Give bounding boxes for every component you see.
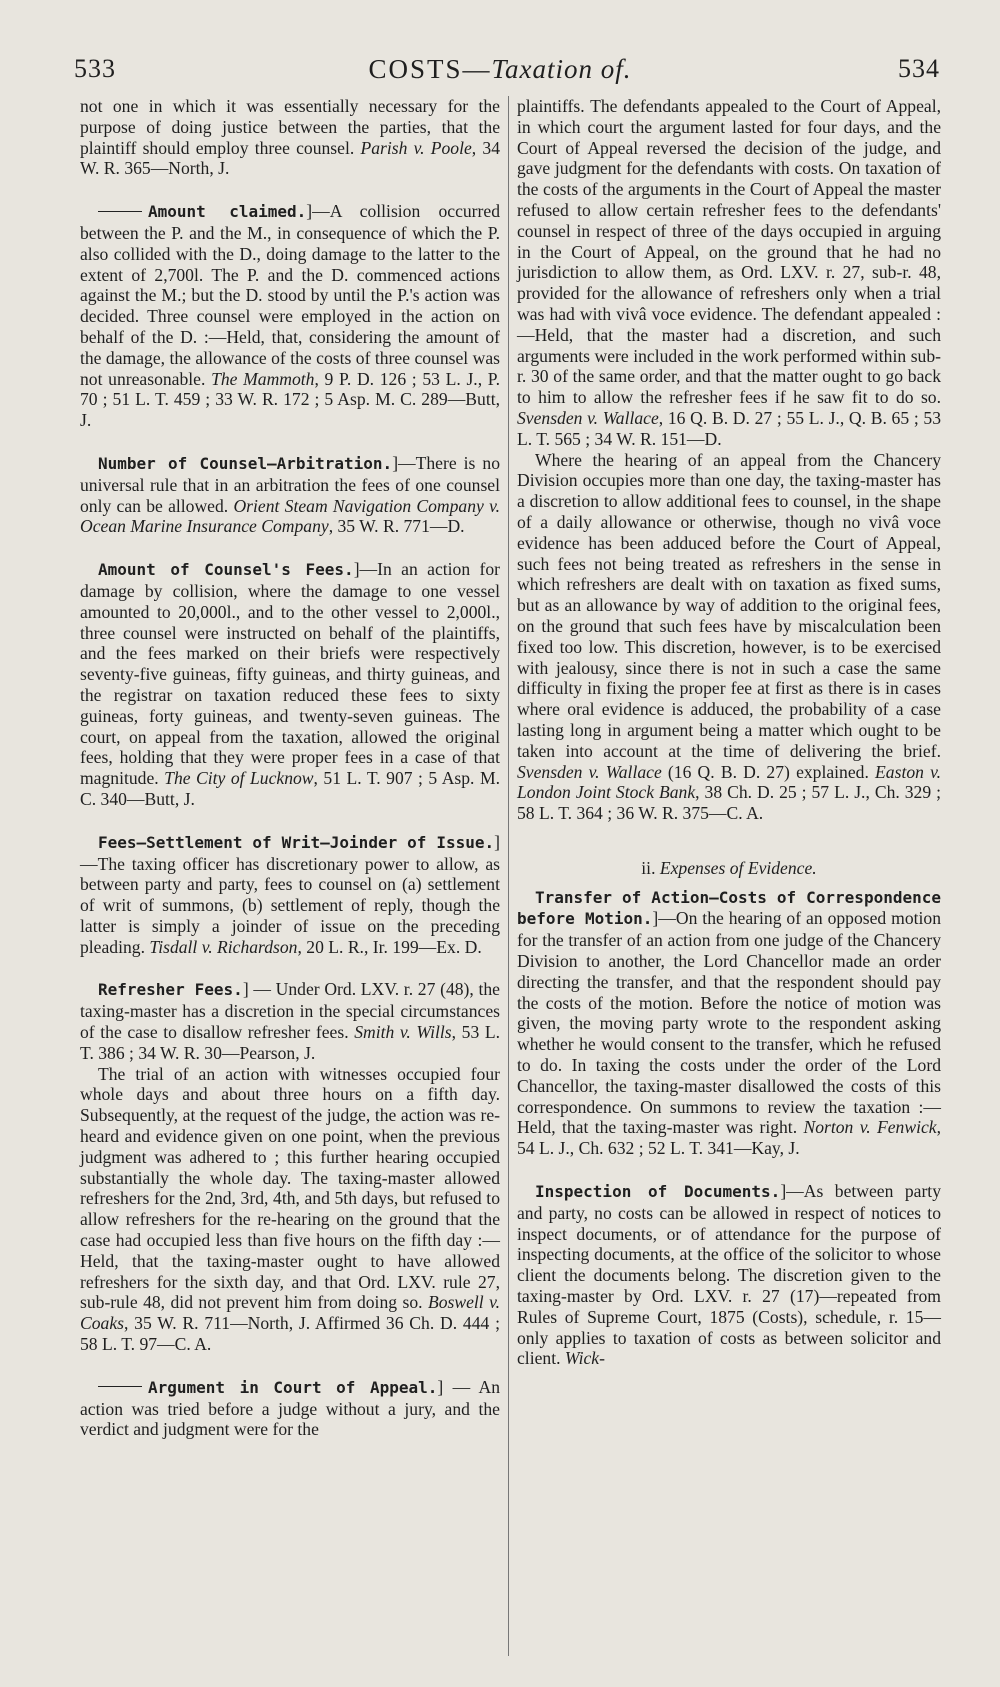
citation: , 54 L. J., Ch. 632 ; 52 L. T. 341—Kay, J. xyxy=(517,1117,941,1159)
entry-text: ] —The taxing officer has discretionary power to allow, as between party and party, fees to counsel on (a) settlement of writ of summons, (b) settlement of reply, though the latter is simply a joinder of issue on the preceding pleading. xyxy=(80,831,500,957)
entry-heading: Amount of Counsel's Fees. xyxy=(98,560,354,580)
entry-argument-court-of-appeal xyxy=(80,1377,500,1440)
case-name: Norton v. Fenwick xyxy=(803,1117,937,1138)
entry-heading: Transfer of Action—Costs of Correspondence before Motion. xyxy=(517,887,941,929)
citation: , 51 L. T. 907 ; 5 Asp. M. C. 340—Butt, J. xyxy=(80,768,500,809)
text: not one in which it was essentially necessary for the purpose of doing justice between the parties, that the plaintiff should employ three counsel. xyxy=(80,96,500,158)
citation: , 9 P. D. 126 ; 53 L. J., P. 70 ; 51 L. T. 459 ; 33 W. R. 172 ; 5 Asp. M. C. 289—Butt, J. xyxy=(80,368,501,431)
entry-inspection-of-documents xyxy=(517,1181,941,1369)
left-column xyxy=(80,96,500,1440)
entry-text: ] — An action was tried before a judge without a jury, and the verdict and judgment were for the xyxy=(80,1376,501,1440)
section-heading xyxy=(517,858,941,879)
running-header xyxy=(0,50,1000,90)
right-column xyxy=(517,96,941,1369)
entry-text: ]—In an action for damage by collision, where the damage to one vessel amounted to 20,000l., and to the other vessel to 2,000l., three counsel were instructed on behalf of the plaintiffs, and the fees marked on their briefs were respectively seventy-five guineas, fifty guineas, and thirty guineas, and the registrar on taxation reduced these fees to sixty guineas, forty guineas, and twenty-seven guineas. The court, on appeal from the taxation, allowed the original fees, holding that they were proper fees in a case of that magnitude. xyxy=(80,559,500,789)
column-divider xyxy=(508,96,509,1656)
section-number: ii. xyxy=(641,857,660,878)
case-name: Tisdall v. Richardson xyxy=(149,936,298,957)
citation: , 16 Q. B. D. 27 ; 55 L. J., Q. B. 65 ; 53 L. T. 565 ; 34 W. R. 151—D. xyxy=(517,407,941,449)
entry-heading: Refresher Fees. xyxy=(98,980,243,1000)
entry-amount-of-fees xyxy=(80,559,500,810)
citation: , 53 L. T. 386 ; 34 W. R. 30—Pearson, J. xyxy=(80,1022,500,1063)
title-main: COSTS— xyxy=(368,54,492,84)
entry-amount-claimed xyxy=(80,201,500,431)
entry-refresher-fees-2 xyxy=(80,1064,500,1355)
continued-case-name: Wick- xyxy=(564,1348,605,1369)
citation: , 35 W. R. 771—D. xyxy=(328,516,465,537)
entry-text: ] — Under Ord. LXV. r. 27 (48), the taxing-master has a discretion in the special circumstances of the case to disallow refresher fees. xyxy=(80,979,500,1043)
entry-number-of-counsel xyxy=(80,453,500,537)
running-title xyxy=(0,54,1000,85)
em-rule xyxy=(98,211,142,212)
section-title: Expenses of Evidence. xyxy=(659,857,817,878)
entry-heading: Argument in Court of Appeal. xyxy=(148,1377,438,1397)
text: plaintiffs. The defendants appealed to the Court of Appeal, in which court the argument lasted for four days, and the Court of Appeal reversed the decision of the judge, and gave judgment for the defendants with costs. On taxation of the costs of the arguments in the Court of Appeal the master refused to allow certain refresher fees to the defendants' counsel in respect of three of the days occupied in arguing in the Court of Appeal, on the ground that he had no jurisdiction to allow them, as Ord. LXV. r. 27, sub-r. 48, provided for the allowance of refreshers only when a trial was had with vivâ voce evidence. The defendant appealed :—Held, that the master had a discretion, and such arguments were included in the work performed within sub-r. 30 of the same order, and that the matter ought to go back to him to allow the refresher fees if he saw fit to do so. xyxy=(517,96,941,408)
text: Where the hearing of an appeal from the Chancery Division occupies more than one day, the taxing-master has a discretion to allow additional fees to counsel, in the shape of a daily allowance or otherwise, though no vivâ voce evidence has been adduced before the Court of Appeal, such fees not being treated as refreshers in the sense in which refreshers are dealt with on taxation as fixed sums, but as an allowance by way of addition to the original fees, on the ground that such fees have by miscalculation been fixed too low. This discretion, however, is to be exercised with jealousy, since there is not in such a case the same difficulty in fixing the proper fee at first as there is in cases where oral evidence is adduced, the probability of a case lasting long in argument being a matter which ought to be taken into account at the time of delivering the brief. xyxy=(517,449,941,761)
entry-heading: Number of Counsel—Arbitration. xyxy=(98,453,393,473)
entry-text: ]—A collision occurred between the P. and the M., in consequence of which the P. also collided with the D., doing damage to the latter to the extent of 2,700l. The P. and the D. commenced actions against the M.; but the D. stood by until the P.'s action was decided. Three counsel were employed in the action on behalf of the D. :—Held, that, considering the amount of the damage, the allowance of the costs of three counsel was not unreasonable. xyxy=(80,201,500,389)
case-name: Svensden v. Wallace xyxy=(517,407,659,428)
case-name: The City of Lucknow xyxy=(164,768,314,789)
entry-heading: Amount claimed. xyxy=(148,202,307,222)
left-page-number: 533 xyxy=(74,54,116,83)
entry-text: ]—On the hearing of an opposed motion for the transfer of an action from one judge of the Chancery Division to another, the Lord Chancellor made an order directing the transfer, and that the respondent should pay the costs of the motion. Before the notice of motion was given, the moving party wrote to the respondent asking whether he would consent to the transfer, which he refused to do. In taxing the costs under the order of the Lord Chancellor, the taxing-master disallowed the costs of this correspondence. On summons to review the taxation :—Held, that the taxing-master was right. xyxy=(517,908,941,1138)
entry-text: ]—There is no universal rule that in an arbitration the fees of one counsel only can be allowed. xyxy=(80,452,500,516)
title-italic: Taxation of. xyxy=(491,54,632,84)
case-name: The Mammoth xyxy=(211,368,315,389)
case-name: Boswell v. Coaks xyxy=(80,1292,500,1334)
entry-settlement-of-writ xyxy=(80,832,500,958)
case-name: Smith v. Wills xyxy=(354,1022,452,1043)
case-name: Easton v. London Joint Stock Bank xyxy=(517,761,941,803)
citation: , 38 Ch. D. 25 ; 57 L. J., Ch. 329 ; 58 L. T. 364 ; 36 W. R. 375—C. A. xyxy=(517,782,941,824)
right-page-number: 534 xyxy=(898,54,940,83)
entry-refresher-fees xyxy=(80,979,500,1063)
right-paragraph-1 xyxy=(517,450,941,824)
case-name: Orient Steam Navigation Company v. Ocean Marine Insurance Company xyxy=(80,495,500,537)
left-paragraph-0 xyxy=(80,96,500,179)
entry-transfer-of-action xyxy=(517,887,941,1159)
entry-heading: Inspection of Documents. xyxy=(535,1182,781,1202)
entry-text: The trial of an action with witnesses occupied four whole days and about three hours on a fifth day. Subsequently, at the request of the judge, the action was re-heard and evidence given on one point, when the previous judgment was adhered to ; this further hearing occupied substantially the whole day. The taxing-master allowed refreshers for the 2nd, 3rd, 4th, and 5th days, but refused to allow refreshers for the re-hearing on the ground that the case had occupied less than five hours on the fifth day :—Held, that the taxing-master ought to have allowed refreshers for the sixth day, and that Ord. LXV. rule 27, sub-rule 48, did not prevent him from doing so. xyxy=(80,1063,500,1313)
case-name: Svensden v. Wallace xyxy=(517,761,662,782)
em-rule xyxy=(98,1386,142,1387)
citation: , 20 L. R., Ir. 199—Ex. D. xyxy=(297,936,482,957)
right-paragraph-0 xyxy=(517,96,941,450)
case-name: Parish v. Poole xyxy=(360,137,472,158)
entry-heading: Fees—Settlement of Writ—Joinder of Issue. xyxy=(98,832,495,852)
text: (16 Q. B. D. 27) explained. xyxy=(661,761,876,782)
entry-text: ]—As between party and party, no costs can be allowed in respect of notices to inspect documents, or of attendance for the purpose of inspecting documents, at the office of the solicitor to whose client the documents belong. The discretion given to the taxing-master by Ord. LXV. r. 27 (17)—repeated from Rules of Supreme Court, 1875 (Costs), schedule, r. 15—only applies to taxation of costs as between solicitor and client. xyxy=(517,1181,941,1369)
citation: , 35 W. R. 711—North, J. Affirmed 36 Ch. D. 444 ; 58 L. T. 97—C. A. xyxy=(80,1313,500,1355)
citation: , 34 W. R. 365—North, J. xyxy=(80,137,500,179)
